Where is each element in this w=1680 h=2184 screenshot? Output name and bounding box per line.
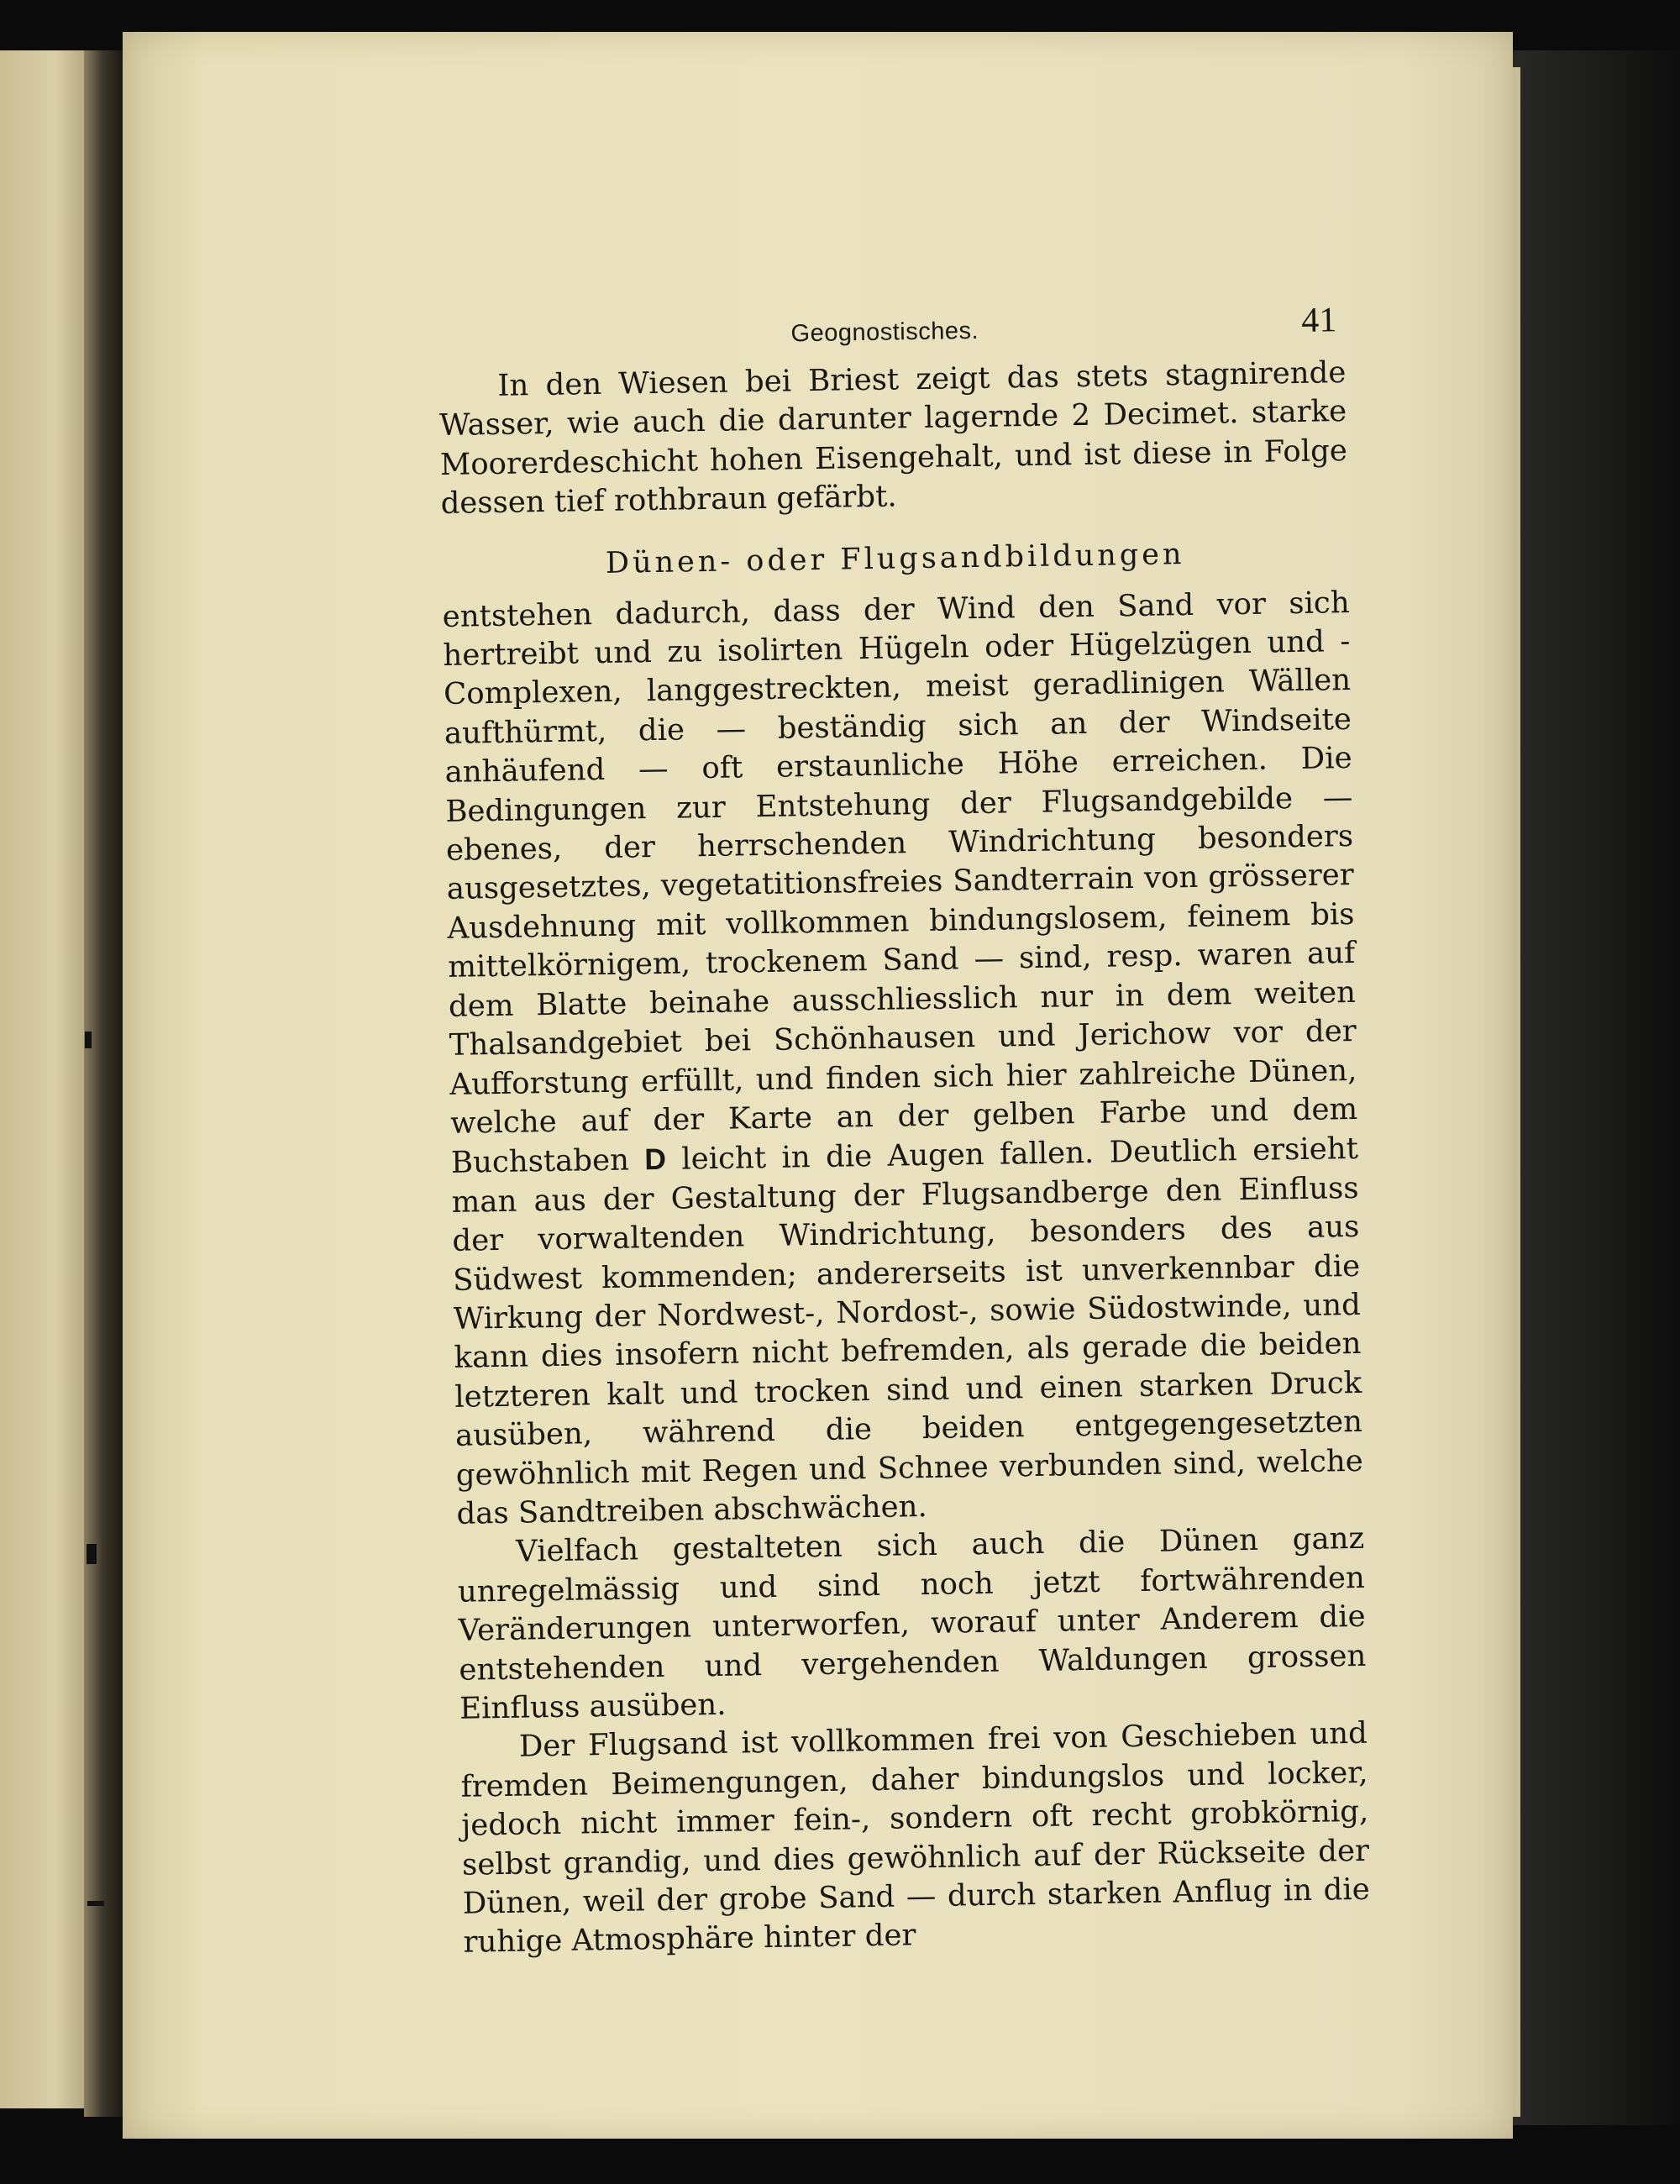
book-cover-board	[1504, 50, 1680, 2125]
book-page	[123, 32, 1513, 2139]
margin-mark	[87, 1544, 97, 1564]
paragraph-duenen-part1: entstehen dadurch, dass der Wind den Sand vor sich hertreibt und zu isolirten Hügeln oder Hügelzügen und -Complexen, langgestreckten, meist geradlinigen Wällen aufthürmt, die — beständig sich an der Windseite anhäufend — oft erstaunliche Höhe erreichen. Die Bedingungen zur Entstehung der Flugsandgebilde — ebenes, der herrschenden Windrichtung besonders ausgesetztes, vegetatitionsfreies Sandterrain von grösserer Ausdehnung mit vollkommen bindungslosem, feinem bis mittelkörnigem, trockenem Sand — sind, resp. waren auf dem Blatte beinahe ausschliesslich nur in dem weiten Thalsandgebiet bei Schönhausen und Jerichow vor der Aufforstung erfüllt, und finden sich hier zahlreiche Dünen, welche auf der Karte an der gelben Farbe und dem Buchstaben	[442, 585, 1358, 1181]
map-letter-d: D	[643, 1142, 667, 1177]
page-content	[438, 295, 1371, 1963]
running-title: Geognostisches.	[790, 317, 979, 348]
paragraph-flugsand: Der Flugsand ist vollkommen frei von Geschieben und fremden Beimengungen, daher bindungslos und locker, jedoch nicht immer fein-, sondern oft recht grobkörnig, selbst grandig, und dies gewöhnlich auf der Rückseite der Dünen, weil der grobe Sand — durch starken Anflug in die ruhige Atmosphäre hinter der	[460, 1716, 1371, 1961]
paragraph-duenen	[442, 584, 1363, 1535]
paragraph-briest: In den Wiesen bei Briest zeigt das stets stagnirende Wasser, wie auch die darunter lagernde 2 Decimet. starke Moorerdeschicht hohen Eisengehalt, und ist diese in Folge dessen tief rothbraun gefärbt.	[438, 355, 1348, 522]
paragraph-unregelmaessig: Vielfach gestalteten sich auch die Dünen ganz unregelmässig und sind noch jetzt fortwährenden Veränderungen unterworfen, worauf unter Anderem die entstehenden und vergehenden Waldungen grossen Einfluss ausüben.	[457, 1521, 1367, 1726]
book-gutter	[84, 50, 126, 2117]
margin-mark	[85, 1032, 92, 1048]
section-heading: Dünen- oder Flugsandbildungen	[605, 537, 1185, 580]
margin-mark	[87, 1901, 104, 1906]
paragraph-duenen-part2: leicht in die Augen fallen. Deutlich ersieht man aus der Gestaltung der Flugsandberge den Einfluss der vorwaltenden Windrichtung, besonders des aus Südwest kommenden; andererseits ist unverkennbar die Wirkung der Nordwest-, Nordost-, sowie Südostwinde, und kann dies insofern nicht befremden, als gerade die beiden letzteren kalt und trocken sind und einen starken Druck ausüben, während die beiden entgegengesetzten gewöhnlich mit Regen und Schnee verbunden sind, welche das Sandtreiben abschwächen.	[451, 1131, 1363, 1531]
page-number: 41	[1300, 301, 1337, 340]
